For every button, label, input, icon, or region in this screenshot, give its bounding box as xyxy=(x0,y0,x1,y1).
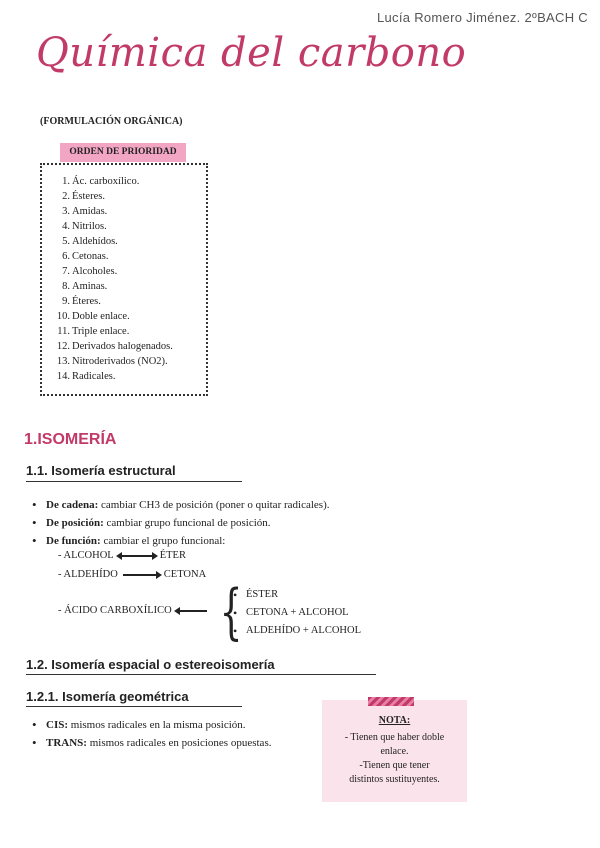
list-item: 7. Alcoholes. xyxy=(62,266,118,277)
list-item: • ÉSTER xyxy=(232,586,361,604)
list-item: 14. Radicales. xyxy=(56,371,116,382)
geometrica-list xyxy=(30,716,271,752)
list-item: • CIS: mismos radicales en la misma posición. xyxy=(30,716,271,734)
note-line: -Tienen que tener xyxy=(359,760,430,771)
function-pair-row: - ALCOHOL ÉTER xyxy=(58,550,186,561)
list-item: • De posición: cambiar grupo funcional de posición. xyxy=(30,514,329,532)
list-item: 2. Ésteres. xyxy=(62,191,105,202)
estructural-list xyxy=(30,496,329,550)
subtitle: (FORMULACIÓN ORGÁNICA) xyxy=(40,116,183,127)
double-arrow-icon xyxy=(116,552,158,560)
brace-icon: { xyxy=(219,577,243,647)
note-title: NOTA: xyxy=(378,715,411,726)
underline xyxy=(26,706,242,707)
priority-list xyxy=(56,174,173,384)
note-line: distintos sustituyentes. xyxy=(349,774,440,785)
acid-options-list xyxy=(232,586,361,640)
list-item: 10. Doble enlace. xyxy=(56,311,130,322)
list-item: 3. Amidas. xyxy=(62,206,108,217)
note-box xyxy=(322,700,467,802)
heading-isomeria-estructural: 1.1. Isomería estructural xyxy=(26,460,176,482)
underline xyxy=(26,481,242,482)
list-item: 13. Nitroderivados (NO2). xyxy=(56,356,168,367)
section-heading-isomeria: 1.ISOMERÍA xyxy=(24,431,117,448)
heading-isomeria-geometrica: 1.2.1. Isomería geométrica xyxy=(26,686,189,708)
list-item: • TRANS: mismos radicales en posiciones opuestas. xyxy=(30,734,271,752)
note-line: - Tienen que haber doble xyxy=(344,732,445,743)
function-pair-row: - ÁCIDO CARBOXÍLICO xyxy=(58,605,212,616)
list-item: • De cadena: cambiar CH3 de posición (poner o quitar radicales). xyxy=(30,496,329,514)
page-title: Química del carbono xyxy=(36,30,467,76)
left-arrow-icon xyxy=(174,607,210,615)
note-line: enlace. xyxy=(380,746,409,757)
list-item: 9. Éteres. xyxy=(62,296,101,307)
right-arrow-icon xyxy=(120,571,162,579)
list-item: 11. Triple enlace. xyxy=(57,326,130,337)
priority-label: ORDEN DE PRIORIDAD xyxy=(60,143,186,162)
washi-tape xyxy=(368,697,414,706)
list-item: • ALDEHÍDO + ALCOHOL xyxy=(232,622,361,640)
heading-isomeria-espacial: 1.2. Isomería espacial o estereoisomería xyxy=(26,654,275,676)
list-item: • CETONA + ALCOHOL xyxy=(232,604,361,622)
list-item: 6. Cetonas. xyxy=(62,251,109,262)
list-item: • De función: cambiar el grupo funcional: xyxy=(30,532,329,550)
function-pair-row: - ALDEHÍDO CETONA xyxy=(58,569,207,580)
list-item: 12. Derivados halogenados. xyxy=(56,341,173,352)
list-item: 4. Nitrilos. xyxy=(62,221,107,232)
underline xyxy=(26,674,376,675)
list-item: 5. Aldehídos. xyxy=(62,236,118,247)
list-item: 8. Aminas. xyxy=(62,281,108,292)
list-item: 1. Ác. carboxílico. xyxy=(62,176,140,187)
author-name: Lucía Romero Jiménez. 2ºBACH C xyxy=(377,10,588,25)
